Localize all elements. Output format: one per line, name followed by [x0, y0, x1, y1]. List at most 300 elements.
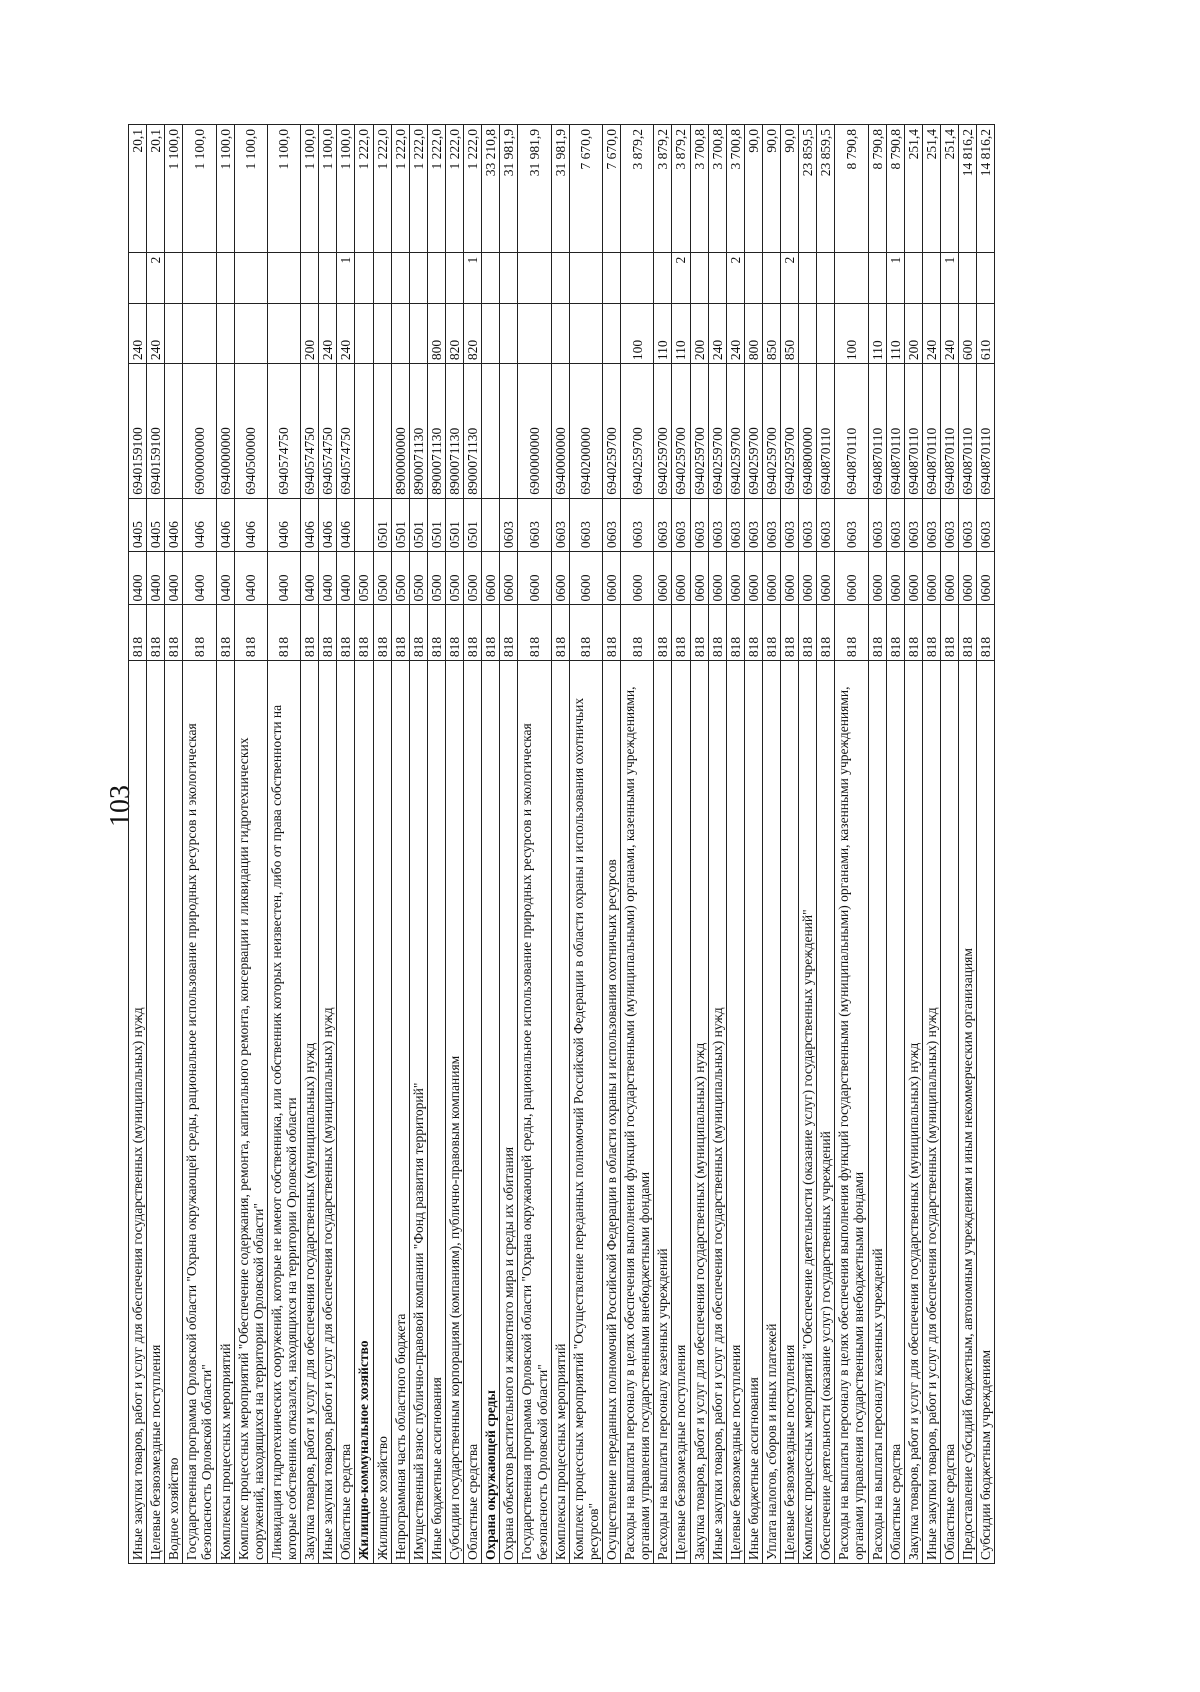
- expense-type-code: 600: [959, 303, 977, 363]
- subsection-code: 0603: [500, 498, 518, 551]
- ministry-code: 818: [781, 605, 799, 661]
- table-row: [744, 125, 762, 1564]
- fund-code: [267, 252, 300, 303]
- subsection-code: 0603: [886, 498, 904, 551]
- subsection-code: 0603: [781, 498, 799, 551]
- section-code: 0600: [781, 552, 799, 605]
- amount-value: 1 100,0: [165, 125, 183, 253]
- target-article-code: 6940000000: [551, 364, 569, 499]
- table-row: [977, 125, 995, 1564]
- row-name: Целевые безвозмездные поступления: [147, 661, 165, 1564]
- target-article-code: 6940259700: [672, 364, 690, 499]
- section-code: 0600: [941, 552, 959, 605]
- table-row: [726, 125, 744, 1564]
- amount-value: 1 100,0: [301, 125, 319, 253]
- row-name: Осуществление переданных полномочий Российской Федерации в области охраны и использования охотничьих ресурсов: [602, 661, 620, 1564]
- fund-code: [301, 252, 319, 303]
- amount-value: 8 790,8: [835, 125, 868, 253]
- table-row: [708, 125, 726, 1564]
- fund-code: 1: [886, 252, 904, 303]
- expense-type-code: 240: [941, 303, 959, 363]
- row-name: Субсидии государственным корпорациям (компаниям), публично-правовым компаниям: [445, 661, 463, 1564]
- target-article-code: 8900071130: [464, 364, 482, 499]
- expense-type-code: [391, 303, 409, 363]
- fund-code: [373, 252, 391, 303]
- subsection-code: 0406: [301, 498, 319, 551]
- amount-value: 3 700,8: [690, 125, 708, 253]
- row-name: Государственная программа Орловской области "Охрана окружающей среды, рациональное использование природных ресурсов и экологическая безопасность Орловской области": [518, 661, 551, 1564]
- row-name: Иные закупки товаров, работ и услуг для обеспечения государственных (муниципальных) нужд: [319, 661, 337, 1564]
- target-article-code: [500, 364, 518, 499]
- row-name: Закупка товаров, работ и услуг для обеспечения государственных (муниципальных) нужд: [301, 661, 319, 1564]
- section-code: 0400: [129, 552, 147, 605]
- table-row: [373, 125, 391, 1564]
- amount-value: 1 222,0: [427, 125, 445, 253]
- expense-type-code: 100: [835, 303, 868, 363]
- subsection-code: 0603: [690, 498, 708, 551]
- target-article-code: 6940259700: [781, 364, 799, 499]
- expense-type-code: [234, 303, 267, 363]
- amount-value: 1 100,0: [319, 125, 337, 253]
- target-article-code: 6940259700: [744, 364, 762, 499]
- ministry-code: 818: [500, 605, 518, 661]
- row-name: Областные средства: [941, 661, 959, 1564]
- subsection-code: 0406: [267, 498, 300, 551]
- ministry-code: 818: [621, 605, 654, 661]
- subsection-code: 0603: [868, 498, 886, 551]
- table-row: [337, 125, 355, 1564]
- target-article-code: 6940870110: [922, 364, 940, 499]
- table-row: [672, 125, 690, 1564]
- expense-type-code: [165, 303, 183, 363]
- fund-code: [690, 252, 708, 303]
- table-row: [690, 125, 708, 1564]
- row-name: Расходы на выплаты персоналу казенных учреждений: [654, 661, 672, 1564]
- subsection-code: 0603: [744, 498, 762, 551]
- ministry-code: 818: [464, 605, 482, 661]
- amount-value: 1 100,0: [216, 125, 234, 253]
- section-code: 0600: [904, 552, 922, 605]
- ministry-code: 818: [216, 605, 234, 661]
- fund-code: [817, 252, 835, 303]
- table-row: [500, 125, 518, 1564]
- row-name: Комплекс процессных мероприятий "Обеспечение содержания, ремонта, капитального ремонта, консервации и ликвидации гидротехнических сооружений, находящихся на территории Орловской области": [234, 661, 267, 1564]
- subsection-code: 0501: [373, 498, 391, 551]
- amount-value: 251,4: [941, 125, 959, 253]
- target-article-code: 8900000000: [391, 364, 409, 499]
- fund-code: [654, 252, 672, 303]
- amount-value: 8 790,8: [868, 125, 886, 253]
- subsection-code: 0406: [337, 498, 355, 551]
- amount-value: 7 670,0: [602, 125, 620, 253]
- expense-type-code: [799, 303, 817, 363]
- section-code: 0600: [922, 552, 940, 605]
- fund-code: [904, 252, 922, 303]
- fund-code: [959, 252, 977, 303]
- row-name: Комплекс процессных мероприятий "Обеспечение деятельности (оказание услуг) государственных учреждений": [799, 661, 817, 1564]
- table-row: [391, 125, 409, 1564]
- fund-code: [234, 252, 267, 303]
- expense-type-code: 110: [654, 303, 672, 363]
- target-article-code: 6940259700: [762, 364, 780, 499]
- ministry-code: 818: [817, 605, 835, 661]
- subsection-code: 0603: [621, 498, 654, 551]
- row-name: Жилищное хозяйство: [373, 661, 391, 1564]
- subsection-code: 0501: [391, 498, 409, 551]
- amount-value: 3 700,8: [708, 125, 726, 253]
- expense-type-code: 240: [129, 303, 147, 363]
- expense-type-code: 110: [868, 303, 886, 363]
- subsection-code: 0603: [672, 498, 690, 551]
- subsection-code: 0603: [922, 498, 940, 551]
- section-code: 0600: [654, 552, 672, 605]
- fund-code: [835, 252, 868, 303]
- ministry-code: 818: [602, 605, 620, 661]
- target-article-code: 6940200000: [569, 364, 602, 499]
- section-code: 0600: [690, 552, 708, 605]
- ministry-code: 818: [959, 605, 977, 661]
- section-code: 0600: [835, 552, 868, 605]
- fund-code: [409, 252, 427, 303]
- amount-value: 3 879,2: [672, 125, 690, 253]
- section-code: 0400: [234, 552, 267, 605]
- target-article-code: 6940574750: [337, 364, 355, 499]
- section-code: 0600: [621, 552, 654, 605]
- row-name: Расходы на выплаты персоналу в целях обеспечения выполнения функций государственными (муниципальными) органами, казенными учреждениями, органами управления государственными внебюджетными фондами: [621, 661, 654, 1564]
- section-code: 0400: [319, 552, 337, 605]
- ministry-code: 818: [337, 605, 355, 661]
- subsection-code: 0406: [216, 498, 234, 551]
- subsection-code: 0603: [835, 498, 868, 551]
- section-code: 0600: [762, 552, 780, 605]
- ministry-code: 818: [267, 605, 300, 661]
- section-code: 0500: [373, 552, 391, 605]
- table-row: [267, 125, 300, 1564]
- target-article-code: 6940500000: [234, 364, 267, 499]
- subsection-code: 0501: [464, 498, 482, 551]
- table-row: [817, 125, 835, 1564]
- section-code: 0400: [147, 552, 165, 605]
- target-article-code: 6940259700: [708, 364, 726, 499]
- table-row: [427, 125, 445, 1564]
- row-name: Комплексы процессных мероприятий: [551, 661, 569, 1564]
- section-code: 0600: [708, 552, 726, 605]
- target-article-code: [355, 364, 373, 499]
- amount-value: 23 859,5: [817, 125, 835, 253]
- expense-type-code: 820: [464, 303, 482, 363]
- section-code: 0600: [500, 552, 518, 605]
- amount-value: 20,1: [147, 125, 165, 253]
- table-row: [621, 125, 654, 1564]
- section-code: 0500: [355, 552, 373, 605]
- expense-type-code: 240: [319, 303, 337, 363]
- subsection-code: 0603: [799, 498, 817, 551]
- expense-type-code: 800: [427, 303, 445, 363]
- expense-type-code: 240: [708, 303, 726, 363]
- expense-type-code: 200: [301, 303, 319, 363]
- row-name: Целевые безвозмездные поступления: [781, 661, 799, 1564]
- row-name: Областные средства: [886, 661, 904, 1564]
- table-row: [216, 125, 234, 1564]
- subsection-code: 0603: [977, 498, 995, 551]
- row-name: Целевые безвозмездные поступления: [726, 661, 744, 1564]
- section-code: 0600: [551, 552, 569, 605]
- amount-value: 8 790,8: [886, 125, 904, 253]
- amount-value: 23 859,5: [799, 125, 817, 253]
- subsection-code: 0603: [654, 498, 672, 551]
- target-article-code: 8900071130: [445, 364, 463, 499]
- subsection-code: [355, 498, 373, 551]
- expense-type-code: [355, 303, 373, 363]
- section-code: 0400: [267, 552, 300, 605]
- amount-value: 7 670,0: [569, 125, 602, 253]
- ministry-code: 818: [654, 605, 672, 661]
- amount-value: 90,0: [762, 125, 780, 253]
- row-name: Иные закупки товаров, работ и услуг для обеспечения государственных (муниципальных) нужд: [708, 661, 726, 1564]
- target-article-code: 6940259700: [726, 364, 744, 499]
- ministry-code: 818: [319, 605, 337, 661]
- target-article-code: 6940259700: [621, 364, 654, 499]
- fund-code: [165, 252, 183, 303]
- ministry-code: 818: [551, 605, 569, 661]
- row-name: Целевые безвозмездные поступления: [672, 661, 690, 1564]
- fund-code: [445, 252, 463, 303]
- fund-code: 2: [147, 252, 165, 303]
- row-name: Иные закупки товаров, работ и услуг для обеспечения государственных (муниципальных) нужд: [922, 661, 940, 1564]
- fund-code: [355, 252, 373, 303]
- subsection-code: 0603: [551, 498, 569, 551]
- target-article-code: 6940259700: [602, 364, 620, 499]
- section-code: 0500: [409, 552, 427, 605]
- row-name: Комплекс процессных мероприятий "Осуществление переданных полномочий Российской Федерации в области охраны и использования охотничьих ресурсов": [569, 661, 602, 1564]
- expense-type-code: 110: [886, 303, 904, 363]
- fund-code: 1: [337, 252, 355, 303]
- ministry-code: 818: [427, 605, 445, 661]
- expense-type-code: 240: [922, 303, 940, 363]
- target-article-code: 6940574750: [301, 364, 319, 499]
- table-row: [183, 125, 216, 1564]
- row-name: Иные закупки товаров, работ и услуг для обеспечения государственных (муниципальных) нужд: [129, 661, 147, 1564]
- subsection-code: 0406: [183, 498, 216, 551]
- section-code: 0500: [391, 552, 409, 605]
- fund-code: [708, 252, 726, 303]
- ministry-code: 818: [708, 605, 726, 661]
- table-row: [762, 125, 780, 1564]
- table-row: [482, 125, 500, 1564]
- row-name: Охрана окружающей среды: [482, 661, 500, 1564]
- row-name: Водное хозяйство: [165, 661, 183, 1564]
- amount-value: 3 700,8: [726, 125, 744, 253]
- expense-type-code: [817, 303, 835, 363]
- amount-value: 3 879,2: [654, 125, 672, 253]
- section-code: 0600: [726, 552, 744, 605]
- table-row: [147, 125, 165, 1564]
- target-article-code: 6940800000: [799, 364, 817, 499]
- expense-type-code: 200: [904, 303, 922, 363]
- expense-type-code: [569, 303, 602, 363]
- row-name: Ликвидация гидротехнических сооружений, которые не имеют собственника, или собственник которых неизвестен, либо от права собственности на которые собственник отказался, находящихся на территории Орловской области: [267, 661, 300, 1564]
- fund-code: [762, 252, 780, 303]
- fund-code: [518, 252, 551, 303]
- target-article-code: 6940870110: [904, 364, 922, 499]
- fund-code: [319, 252, 337, 303]
- table-row: [165, 125, 183, 1564]
- row-name: Предоставление субсидий бюджетным, автономным учреждениям и иным некоммерческим организациям: [959, 661, 977, 1564]
- target-article-code: 6940870110: [941, 364, 959, 499]
- row-name: Обеспечение деятельности (оказание услуг) государственных учреждений: [817, 661, 835, 1564]
- subsection-code: 0603: [904, 498, 922, 551]
- section-code: 0600: [672, 552, 690, 605]
- table-row: [922, 125, 940, 1564]
- section-code: 0400: [183, 552, 216, 605]
- table-row: [835, 125, 868, 1564]
- amount-value: 90,0: [744, 125, 762, 253]
- expense-type-code: 240: [147, 303, 165, 363]
- ministry-code: 818: [391, 605, 409, 661]
- amount-value: 1 222,0: [373, 125, 391, 253]
- budget-table-body: [129, 125, 995, 1564]
- target-article-code: 6900000000: [518, 364, 551, 499]
- expense-type-code: [602, 303, 620, 363]
- section-code: 0500: [464, 552, 482, 605]
- row-name: Имущественный взнос публично-правовой компании "Фонд развития территорий": [409, 661, 427, 1564]
- fund-code: [569, 252, 602, 303]
- row-name: Субсидии бюджетным учреждениям: [977, 661, 995, 1564]
- row-name: Расходы на выплаты персоналу казенных учреждений: [868, 661, 886, 1564]
- subsection-code: 0603: [959, 498, 977, 551]
- amount-value: 31 981,9: [551, 125, 569, 253]
- fund-code: [482, 252, 500, 303]
- target-article-code: 6940000000: [216, 364, 234, 499]
- ministry-code: 818: [977, 605, 995, 661]
- row-name: Жилищно-коммунальное хозяйство: [355, 661, 373, 1564]
- amount-value: 31 981,9: [500, 125, 518, 253]
- amount-value: 1 222,0: [355, 125, 373, 253]
- subsection-code: 0501: [409, 498, 427, 551]
- table-row: [799, 125, 817, 1564]
- amount-value: 31 981,9: [518, 125, 551, 253]
- section-code: 0600: [744, 552, 762, 605]
- fund-code: 1: [941, 252, 959, 303]
- section-code: 0400: [165, 552, 183, 605]
- section-code: 0600: [868, 552, 886, 605]
- ministry-code: 818: [835, 605, 868, 661]
- target-article-code: 6940870110: [817, 364, 835, 499]
- ministry-code: 818: [409, 605, 427, 661]
- expense-type-code: 800: [744, 303, 762, 363]
- table-row: [654, 125, 672, 1564]
- section-code: 0600: [886, 552, 904, 605]
- amount-value: 251,4: [922, 125, 940, 253]
- expense-type-code: 110: [672, 303, 690, 363]
- fund-code: [621, 252, 654, 303]
- fund-code: 2: [726, 252, 744, 303]
- expense-type-code: [267, 303, 300, 363]
- target-article-code: 6940870110: [959, 364, 977, 499]
- page-number: 103: [105, 785, 136, 827]
- fund-code: [129, 252, 147, 303]
- section-code: 0500: [445, 552, 463, 605]
- budget-table-rotated: [128, 124, 995, 1564]
- fund-code: [427, 252, 445, 303]
- ministry-code: 818: [373, 605, 391, 661]
- table-row: [904, 125, 922, 1564]
- amount-value: 1 222,0: [464, 125, 482, 253]
- ministry-code: 818: [234, 605, 267, 661]
- expense-type-code: [500, 303, 518, 363]
- ministry-code: 818: [445, 605, 463, 661]
- table-row: [602, 125, 620, 1564]
- fund-code: 2: [672, 252, 690, 303]
- target-article-code: [165, 364, 183, 499]
- table-row: [868, 125, 886, 1564]
- amount-value: 1 222,0: [391, 125, 409, 253]
- target-article-code: 6940870110: [886, 364, 904, 499]
- subsection-code: 0406: [234, 498, 267, 551]
- target-article-code: 8900071130: [427, 364, 445, 499]
- table-row: [464, 125, 482, 1564]
- section-code: 0400: [216, 552, 234, 605]
- expense-type-code: 820: [445, 303, 463, 363]
- fund-code: [744, 252, 762, 303]
- fund-code: [391, 252, 409, 303]
- subsection-code: 0405: [147, 498, 165, 551]
- table-row: [781, 125, 799, 1564]
- expense-type-code: 240: [726, 303, 744, 363]
- subsection-code: 0603: [941, 498, 959, 551]
- fund-code: [977, 252, 995, 303]
- target-article-code: [482, 364, 500, 499]
- amount-value: 1 100,0: [234, 125, 267, 253]
- fund-code: [922, 252, 940, 303]
- table-row: [355, 125, 373, 1564]
- subsection-code: 0405: [129, 498, 147, 551]
- ministry-code: 818: [690, 605, 708, 661]
- table-row: [886, 125, 904, 1564]
- target-article-code: [373, 364, 391, 499]
- table-row: [234, 125, 267, 1564]
- section-code: 0500: [427, 552, 445, 605]
- fund-code: [500, 252, 518, 303]
- ministry-code: 818: [129, 605, 147, 661]
- target-article-code: 6940870110: [977, 364, 995, 499]
- ministry-code: 818: [886, 605, 904, 661]
- row-name: Иные бюджетные ассигнования: [744, 661, 762, 1564]
- ministry-code: 818: [569, 605, 602, 661]
- table-row: [569, 125, 602, 1564]
- table-row: [319, 125, 337, 1564]
- target-article-code: 6940259700: [654, 364, 672, 499]
- amount-value: 251,4: [904, 125, 922, 253]
- fund-code: [799, 252, 817, 303]
- row-name: Государственная программа Орловской области "Охрана окружающей среды, рациональное использование природных ресурсов и экологическая безопасность Орловской области": [183, 661, 216, 1564]
- expense-type-code: 610: [977, 303, 995, 363]
- amount-value: 20,1: [129, 125, 147, 253]
- expense-type-code: [551, 303, 569, 363]
- table-row: [129, 125, 147, 1564]
- row-name: Непрограммная часть областного бюджета: [391, 661, 409, 1564]
- subsection-code: 0501: [427, 498, 445, 551]
- row-name: Закупка товаров, работ и услуг для обеспечения государственных (муниципальных) нужд: [904, 661, 922, 1564]
- subsection-code: 0603: [762, 498, 780, 551]
- ministry-code: 818: [183, 605, 216, 661]
- expense-type-code: [373, 303, 391, 363]
- expense-type-code: 850: [762, 303, 780, 363]
- expense-type-code: 240: [337, 303, 355, 363]
- expense-type-code: [216, 303, 234, 363]
- amount-value: 1 100,0: [183, 125, 216, 253]
- expense-type-code: [409, 303, 427, 363]
